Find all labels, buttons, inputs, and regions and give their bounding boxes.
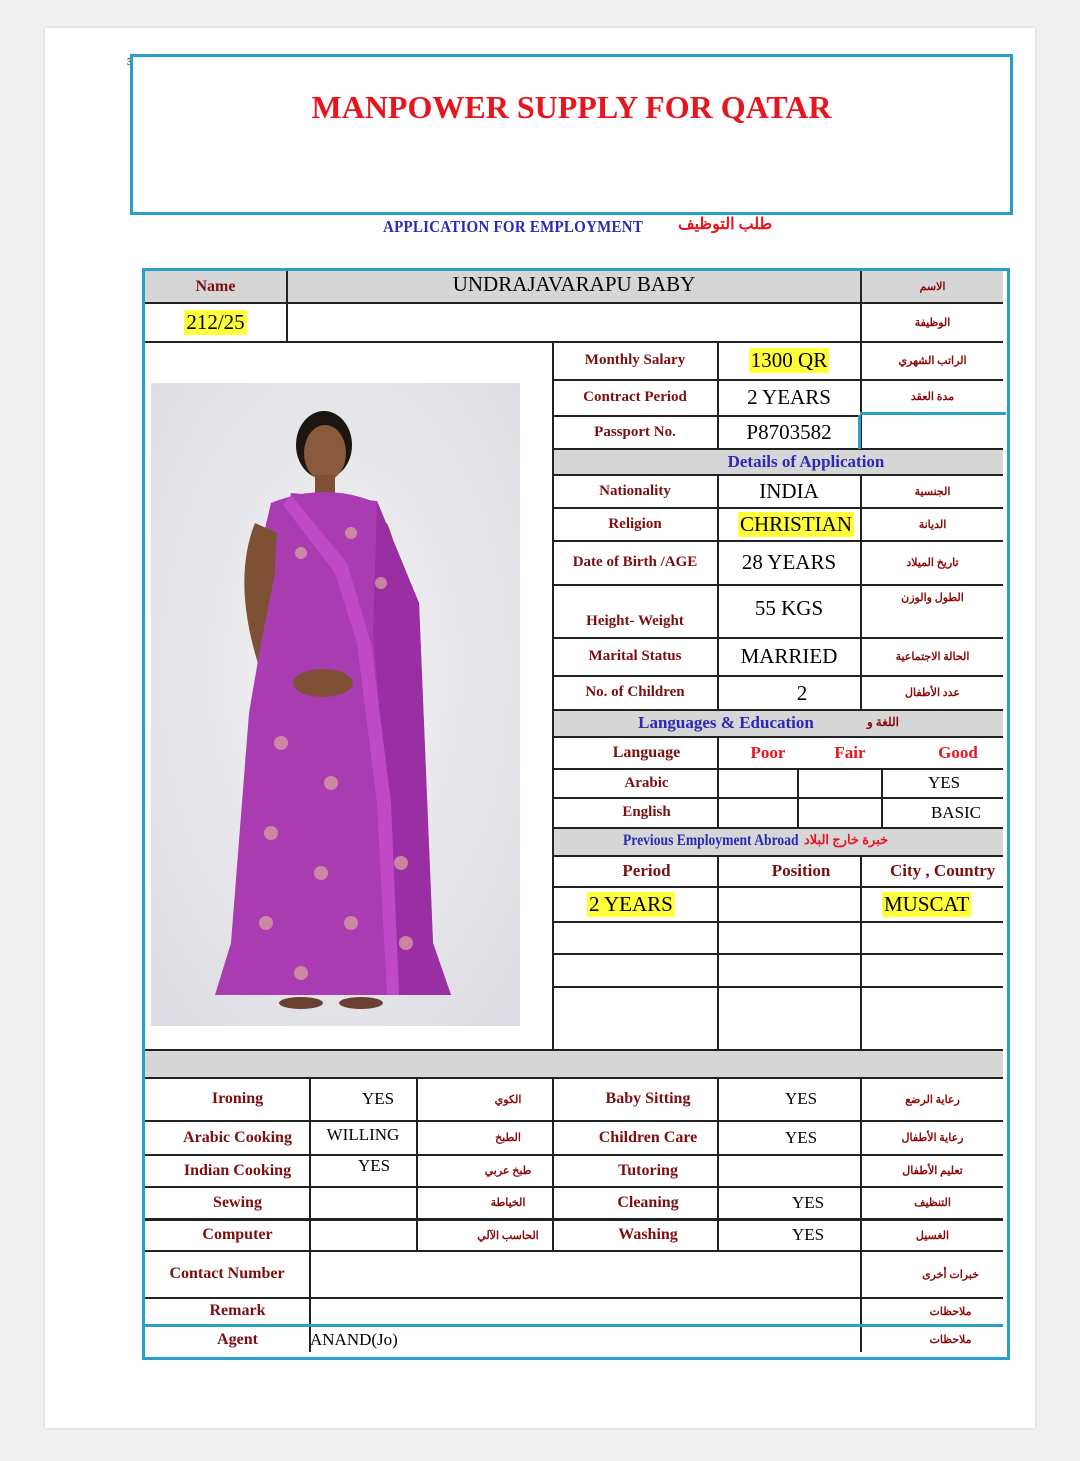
tutoring-label-arabic: تعليم الأطفال [902,1165,963,1177]
nationality-value: INDIA [759,478,819,503]
height-weight-label: Height- Weight [586,612,684,629]
religion-label: Religion [608,515,662,532]
employment-period-cell [553,887,717,921]
children-label-arabic: عدد الأطفال [905,687,960,699]
sewing-value [310,1187,416,1218]
nationality-label-arabic: الجنسية [914,485,951,498]
name-label: Name [195,277,236,295]
city-country-column-header: City , Country [890,861,996,880]
religion-value: CHRISTIAN [740,511,853,536]
monthly-salary-label: Monthly Salary [584,351,686,368]
baby-sitting-label: Baby Sitting [605,1090,691,1107]
children-label: No. of Children [585,684,685,700]
monthly-salary-cell [718,341,860,379]
remark-value [310,1298,860,1324]
indian-cooking-label: Indian Cooking [183,1161,292,1179]
arabic-cooking-label: Arabic Cooking [183,1128,292,1146]
washing-label: Washing [618,1226,678,1243]
agent-value: ANAND(Jo) [310,1329,398,1349]
baby-sitting-value: YES [784,1089,818,1108]
monthly-salary-label-arabic: الراتب الشهري [898,354,967,367]
dob-age-label: Date of Birth /AGE [572,554,698,570]
form-subtitle: APPLICATION FOR EMPLOYMENT [383,217,644,236]
form-subtitle-arabic: طلب التوظيف [678,216,773,233]
contract-period-label-arabic: مدة العقد [910,390,955,403]
separator-band [145,1050,1003,1078]
details-heading: Details of Application [727,451,885,471]
poor-column-header: Poor [750,742,786,762]
page-number: 3 [127,56,133,68]
name-label-arabic: الاسم [919,281,946,293]
agent-label: Agent [217,1330,258,1348]
employment-heading: Previous Employment Abroad [623,832,799,849]
language-arabic-label: Arabic [624,774,669,791]
nationality-label: Nationality [599,482,671,499]
religion-label-arabic: الديانة [918,518,947,531]
remark-label-arabic: ملاحظات [929,1305,972,1318]
language-english-good: BASIC [930,802,982,822]
period-column-header: Period [622,861,671,880]
employment-heading-arabic: خبرة خارج البلاد [804,832,889,847]
contract-period-value: 2 YEARS [747,385,831,409]
languages-heading-arabic: اللغة و [867,714,899,729]
ironing-label: Ironing [211,1090,264,1107]
sewing-label-arabic: الخياطة [490,1197,526,1209]
fair-column-header: Fair [834,742,866,762]
employment-period-value: 2 YEARS [589,891,673,916]
passport-label: Passport No. [594,423,676,440]
language-english-label: English [622,804,671,820]
height-weight-label-arabic: الطول والوزن [901,591,964,604]
position-column-header: Position [771,861,831,880]
computer-label: Computer [202,1226,273,1243]
job-label-arabic: الوظيفة [914,317,951,329]
contact-number-value [310,1251,860,1297]
reference-number: 212/25 [186,310,245,334]
language-column-header: Language [612,743,681,761]
height-weight-value: 55 KGS [754,596,824,620]
reference-number-cell [145,304,286,341]
ironing-value: YES [361,1089,395,1108]
marital-status-label: Marital Status [588,648,682,664]
monthly-salary-value: 1300 QR [750,347,828,372]
remark-label: Remark [209,1302,266,1319]
children-care-value: YES [784,1127,818,1147]
computer-value [310,1220,416,1250]
children-care-label-arabic: رعاية الأطفال [901,1132,964,1144]
contact-number-label: Contact Number [169,1265,285,1282]
cleaning-value: YES [791,1192,825,1212]
cleaning-label-arabic: التنظيف [914,1197,951,1209]
computer-label-arabic: الحاسب الآلي [477,1229,539,1242]
baby-sitting-label-arabic: رعاية الرضع [905,1093,960,1106]
arabic-cooking-value: WILLING [326,1125,400,1144]
good-column-header: Good [938,742,978,762]
marital-status-label-arabic: الحالة الاجتماعية [895,651,970,663]
applicant-photo [151,383,520,1026]
indian-cooking-label-arabic: طبخ عربي [484,1165,532,1177]
children-care-label: Children Care [598,1128,698,1146]
agent-label-arabic: ملاحظات [929,1334,972,1346]
indian-cooking-value: YES [357,1156,391,1175]
contact-number-label-arabic: خبرات أخرى [922,1268,979,1281]
cleaning-label: Cleaning [617,1193,679,1211]
dob-age-value: 28 YEARS [741,550,837,574]
employment-city-cell [862,887,1003,921]
languages-heading: Languages & Education [638,713,814,732]
company-title: MANPOWER SUPPLY FOR QATAR [311,89,832,125]
tutoring-value [718,1155,860,1186]
dob-age-label-arabic: تاريخ الميلاد [906,557,959,569]
language-arabic-good: YES [927,773,961,792]
applicant-name: UNDRAJAVARAPU BABY [452,272,696,296]
employment-city-value: MUSCAT [884,891,970,916]
passport-value: P8703582 [746,419,832,444]
sewing-label: Sewing [213,1193,262,1211]
ironing-label-arabic: الكوي [494,1093,522,1106]
washing-label-arabic: الغسيل [915,1229,950,1242]
washing-value: YES [791,1225,825,1244]
applicant-photo-illustration [151,383,520,1026]
tutoring-label: Tutoring [618,1161,678,1179]
header-box [130,54,1013,215]
children-value: 2 [796,681,808,705]
marital-status-value: MARRIED [740,644,838,668]
arabic-cooking-label-arabic: الطبخ [495,1132,521,1144]
religion-cell [718,508,860,540]
contract-period-label: Contract Period [583,389,687,405]
